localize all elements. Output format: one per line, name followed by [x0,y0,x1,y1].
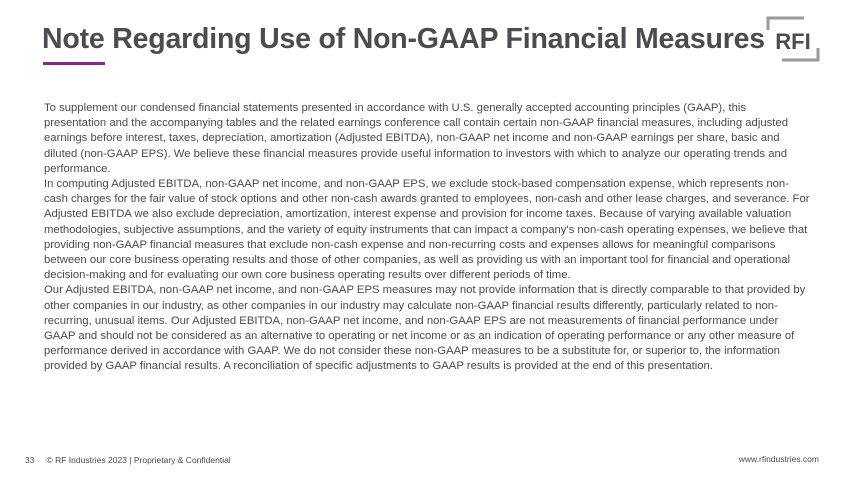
page-title: Note Regarding Use of Non-GAAP Financial Measures [42,23,765,55]
paragraph-comparability: Our Adjusted EBITDA, non-GAAP net income, and non-GAAP EPS measures may not provide information that is directly comparable to that provided by other companies in our industry, as other companies in our industry may calculate non-GAAP financial results differently, particularly related to non-recurring, unusual items. Our Adjusted EBITDA, non-GAAP net income, and non-GAAP EPS are not measurements of financial performance under GAAP and should not be considered as an alternative to operating or net income or as an indication of operating performance or any other measure of performance derived in accordance with GAAP. We do not consider these non-GAAP measures to be a substitute for, or superior to, the information provided by GAAP financial results. A reconciliation of specific adjustments to GAAP results is provided at the end of this presentation. [44,284,806,373]
rfi-logo-graphic [766,16,820,62]
rfi-logo [766,16,820,62]
footer-copyright: © RF Industries 2023 | Proprietary & Confidential [46,455,231,465]
footer-website: www.rfindustries.com [738,454,819,464]
paragraph-supplement: To supplement our condensed financial statements presented in accordance with U.S. generally accepted accounting principles (GAAP), this presentation and the accompanying tables and the related earnings conference call contain certain non-GAAP financial measures, including adjusted earnings before interest, taxes, depreciation, amortization (Adjusted EBITDA), non-GAAP net income and non-GAAP earnings per share, basic and diluted (non-GAAP EPS). We believe these financial measures provide useful information to investors with which to analyze our operating trends and performance. [44,102,788,175]
title-underline [43,62,105,65]
footer-left [25,455,231,465]
page-number: 33 [25,455,35,465]
paragraph-computing: In computing Adjusted EBITDA, non-GAAP net income, and non-GAAP EPS, we exclude stock-based compensation expense, which represents non-cash charges for the fair value of stock options and other non-cash awards granted to employees, non-cash and other lease charges, and severance. For Adjusted EBITDA we also exclude depreciation, amortization, interest expense and provision for income taxes. Because of varying available valuation methodologies, subjective assumptions, and the variety of equity instruments that can impact a company's non-cash operating expenses, we believe that providing non-GAAP financial measures that exclude non-cash expense and non-recurring costs and expenses allows for meaningful comparisons between our core business operating results and those of other companies, as well as providing us with an important tool for financial and operational decision-making and for evaluating our own core business operating results over different periods of time. [44,178,810,282]
disclaimer-body [44,101,810,375]
logo-text: RFI [775,29,811,54]
